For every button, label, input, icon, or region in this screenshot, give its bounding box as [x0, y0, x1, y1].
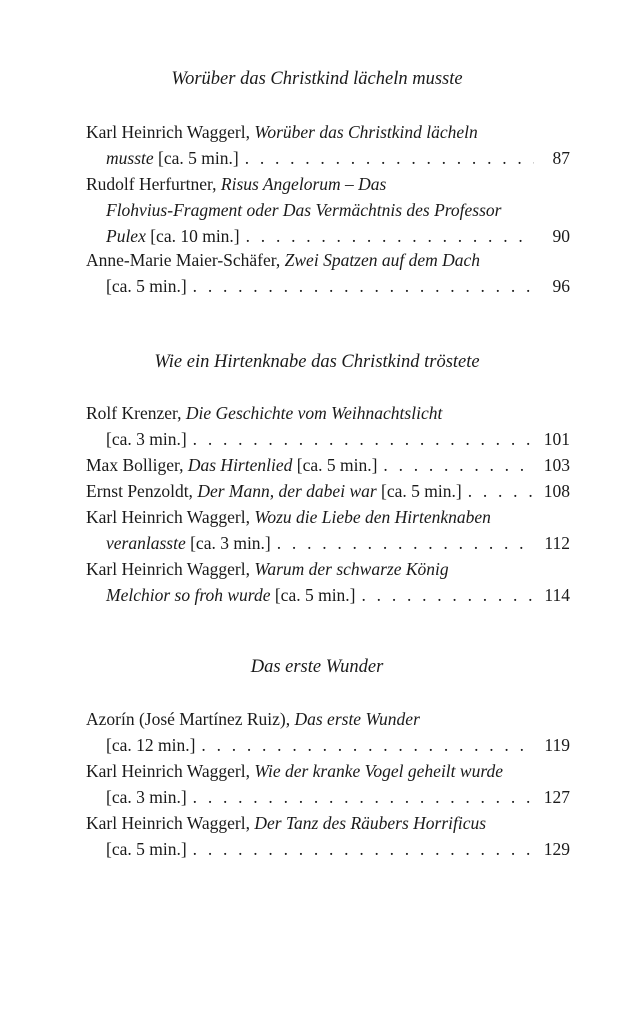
- entry-page-number: 108: [543, 481, 570, 501]
- entry-author: Azorín (José Martínez Ruiz),: [86, 709, 291, 729]
- entry-duration: [ca. 3 min.]: [190, 533, 271, 553]
- entry-title-cont: musste: [106, 148, 154, 168]
- entry-duration: [ca. 5 min.]: [296, 455, 378, 475]
- toc-entry[interactable]: [86, 504, 570, 556]
- toc-entry[interactable]: [86, 706, 570, 758]
- entry-duration: [ca. 12 min.]: [106, 735, 196, 755]
- entry-author: Rudolf Herfurtner,: [86, 174, 217, 194]
- dot-leader: [239, 145, 534, 171]
- dot-leader: [240, 223, 534, 249]
- dot-leader: [187, 273, 534, 299]
- entry-author: Karl Heinrich Waggerl,: [86, 813, 250, 833]
- dot-leader: [462, 478, 534, 504]
- entry-title-cont: Pulex: [106, 226, 146, 246]
- toc-entry[interactable]: [86, 452, 570, 478]
- entry-duration: [ca. 3 min.]: [106, 787, 187, 807]
- entry-page-number: 90: [552, 226, 570, 246]
- dot-leader: [195, 732, 534, 758]
- entry-page-number: 114: [544, 585, 570, 605]
- entry-title: Worüber das Christkind lächeln: [254, 122, 478, 142]
- entry-author: Max Bolliger,: [86, 455, 184, 475]
- section-title: Das erste Wunder: [250, 657, 384, 677]
- dot-leader: [187, 784, 534, 810]
- entry-duration: [ca. 5 min.]: [274, 585, 356, 605]
- entry-duration: [ca. 5 min.]: [381, 481, 462, 501]
- dot-leader: [377, 452, 534, 478]
- entry-page-number: 101: [543, 429, 570, 449]
- entry-page-number: 103: [543, 455, 570, 475]
- toc-entry[interactable]: [86, 810, 570, 862]
- entry-page-number: 96: [552, 276, 570, 296]
- entry-author: Karl Heinrich Waggerl,: [86, 122, 250, 142]
- entry-author: Karl Heinrich Waggerl,: [86, 559, 250, 579]
- dot-leader: [187, 836, 534, 862]
- toc-entry[interactable]: [86, 556, 570, 608]
- entry-title: Zwei Spatzen auf dem Dach: [284, 250, 481, 270]
- toc-entry[interactable]: [86, 119, 570, 171]
- entry-title: Das Hirtenlied: [187, 455, 293, 475]
- entry-author: Karl Heinrich Waggerl,: [86, 507, 250, 527]
- entry-author: Anne-Marie Maier-Schäfer,: [86, 250, 281, 270]
- dot-leader: [187, 426, 534, 452]
- entry-title: Der Tanz des Räubers Horrificus: [254, 813, 487, 833]
- entry-title: Warum der schwarze König: [254, 559, 449, 579]
- entry-duration: [ca. 10 min.]: [150, 226, 240, 246]
- toc-entry[interactable]: [86, 400, 570, 452]
- dot-leader: [271, 530, 534, 556]
- entry-title: Wozu die Liebe den Hirtenknaben: [254, 507, 491, 527]
- toc-entry[interactable]: [86, 478, 570, 504]
- toc-entry[interactable]: [86, 758, 570, 810]
- toc-entry[interactable]: [86, 171, 570, 249]
- entry-title: Der Mann, der dabei war: [197, 481, 377, 501]
- entry-title: Wie der kranke Vogel geheilt wurde: [254, 761, 504, 781]
- entry-author: Rolf Krenzer,: [86, 403, 182, 423]
- entry-page-number: 127: [543, 787, 570, 807]
- entry-duration: [ca. 3 min.]: [106, 429, 187, 449]
- entry-duration: [ca. 5 min.]: [158, 148, 239, 168]
- entry-title: Das erste Wunder: [294, 709, 420, 729]
- toc-entry[interactable]: [86, 247, 570, 299]
- entry-title-cont: Flohvius-Fragment oder Das Vermächtnis des Professor: [106, 200, 502, 220]
- entry-author: Karl Heinrich Waggerl,: [86, 761, 250, 781]
- dot-leader: [356, 582, 534, 608]
- section-title: Wie ein Hirtenknabe das Christkind tröstete: [154, 352, 480, 372]
- section-title: Worüber das Christkind lächeln musste: [171, 69, 463, 89]
- entry-title: Die Geschichte vom Weihnachtslicht: [185, 403, 443, 423]
- entry-author: Ernst Penzoldt,: [86, 481, 193, 501]
- entry-duration: [ca. 5 min.]: [106, 839, 187, 859]
- entry-page-number: 129: [543, 839, 570, 859]
- entry-duration: [ca. 5 min.]: [106, 276, 187, 296]
- entry-page-number: 112: [544, 533, 570, 553]
- entry-page-number: 87: [552, 148, 570, 168]
- entry-title-cont: veranlasste: [106, 533, 186, 553]
- entry-page-number: 119: [544, 735, 570, 755]
- entry-title-cont: Melchior so froh wurde: [106, 585, 271, 605]
- entry-title: Risus Angelorum – Das: [220, 174, 387, 194]
